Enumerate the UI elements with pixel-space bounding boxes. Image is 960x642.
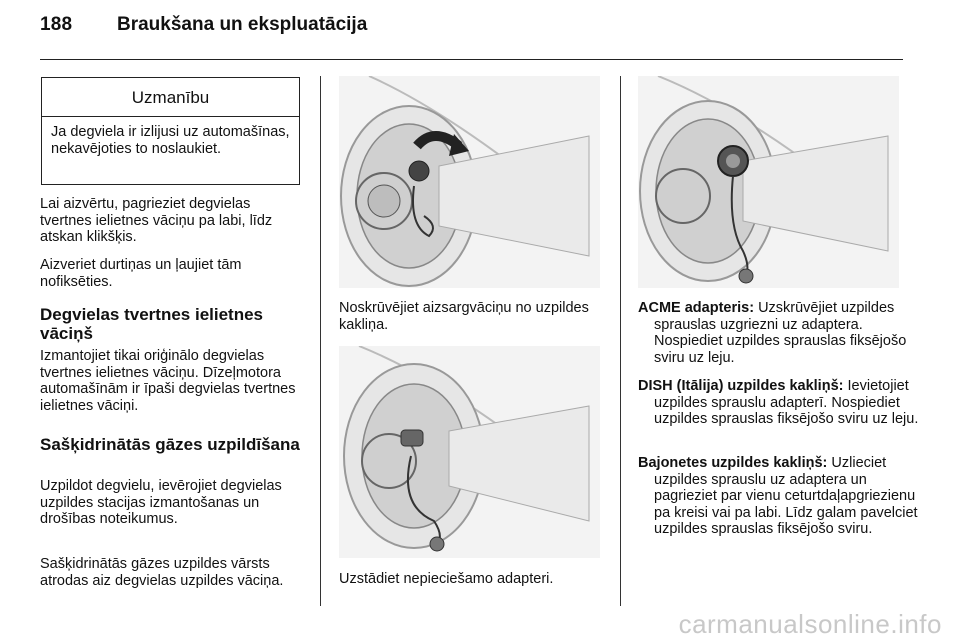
paragraph-lpg-rules: Uzpildot degvielu, ievērojiet degvielas uzpildes stacijas izmantošanas un drošības noteikumus. bbox=[40, 478, 282, 527]
paragraph-close-cap: Lai aizvērtu, pagrieziet degvielas tvertnes ielietnes vāciņu pa labi, līdz atskan klikšķis. bbox=[40, 196, 273, 245]
item-bayonet bbox=[638, 455, 924, 538]
text-dish: Ievietojiet uzpildes sprauslu adapterī. Nospiediet uzpildes sprauslas fiksējošo sviru uz leju. bbox=[654, 378, 919, 427]
illustration-remove-cap bbox=[339, 76, 600, 288]
caution-title: Uzmanību bbox=[42, 78, 299, 117]
label-dish: DISH (Itālija) uzpildes kakliņš: bbox=[638, 378, 844, 394]
caution-box bbox=[41, 77, 300, 185]
header-rule bbox=[40, 59, 903, 60]
illustration-install-adapter-svg bbox=[339, 346, 600, 558]
illustration-adapter-cap-svg bbox=[638, 76, 899, 288]
item-dish bbox=[638, 378, 924, 428]
heading-lpg: Sašķidrinātās gāzes uzpildīšana bbox=[40, 435, 300, 454]
paragraph-fuel-cap: Izmantojiet tikai oriģinālo degvielas tvertnes ielietnes vāciņu. Dīzeļmotora automašīnām ir īpaši degvielas tvertnes ielietnes vāciņi. bbox=[40, 348, 296, 414]
caption-install-adapter: Uzstādiet nepieciešamo adapteri. bbox=[339, 571, 554, 587]
illustration-adapter-cap bbox=[638, 76, 899, 288]
section-title: Braukšana un ekspluatācija bbox=[117, 14, 368, 35]
heading-fuel-cap: Degvielas tvertnes ielietnes vāciņš bbox=[40, 305, 264, 343]
text-acme: Uzskrūvējiet uzpildes sprauslas uzgriezni uz adaptera. Nospiediet uzpildes sprauslas fiksējošo sviru uz leju. bbox=[654, 300, 907, 366]
column-divider-2 bbox=[620, 76, 621, 606]
paragraph-lpg-valve: Sašķidrinātās gāzes uzpildes vārsts atrodas aiz degvielas uzpildes vāciņa. bbox=[40, 556, 284, 589]
column-divider-1 bbox=[320, 76, 321, 606]
page-number: 188 bbox=[40, 14, 73, 35]
watermark: carmanualsonline.info bbox=[678, 609, 942, 639]
caution-text: Ja degviela ir izlijusi uz automašīnas, nekavējoties to noslaukiet. bbox=[51, 124, 290, 157]
caption-remove-cap: Noskrūvējiet aizsargvāciņu no uzpildes kakliņa. bbox=[339, 300, 589, 333]
label-acme: ACME adapteris: bbox=[638, 300, 755, 316]
item-acme bbox=[638, 300, 924, 366]
text-bayonet: Uzlieciet uzpildes sprauslu uz adaptera un pagrieziet par vienu ceturtdaļapgriezienu pa kreisi vai pa labi. Līdz galam pavelciet uzpildes sprauslas fiksējošo sviru. bbox=[654, 455, 918, 537]
label-bayonet: Bajonetes uzpildes kakliņš: bbox=[638, 455, 828, 471]
illustration-remove-cap-svg bbox=[339, 76, 600, 288]
paragraph-close-door: Aizveriet durtiņas un ļaujiet tām nofiksēties. bbox=[40, 257, 242, 290]
illustration-install-adapter bbox=[339, 346, 600, 558]
